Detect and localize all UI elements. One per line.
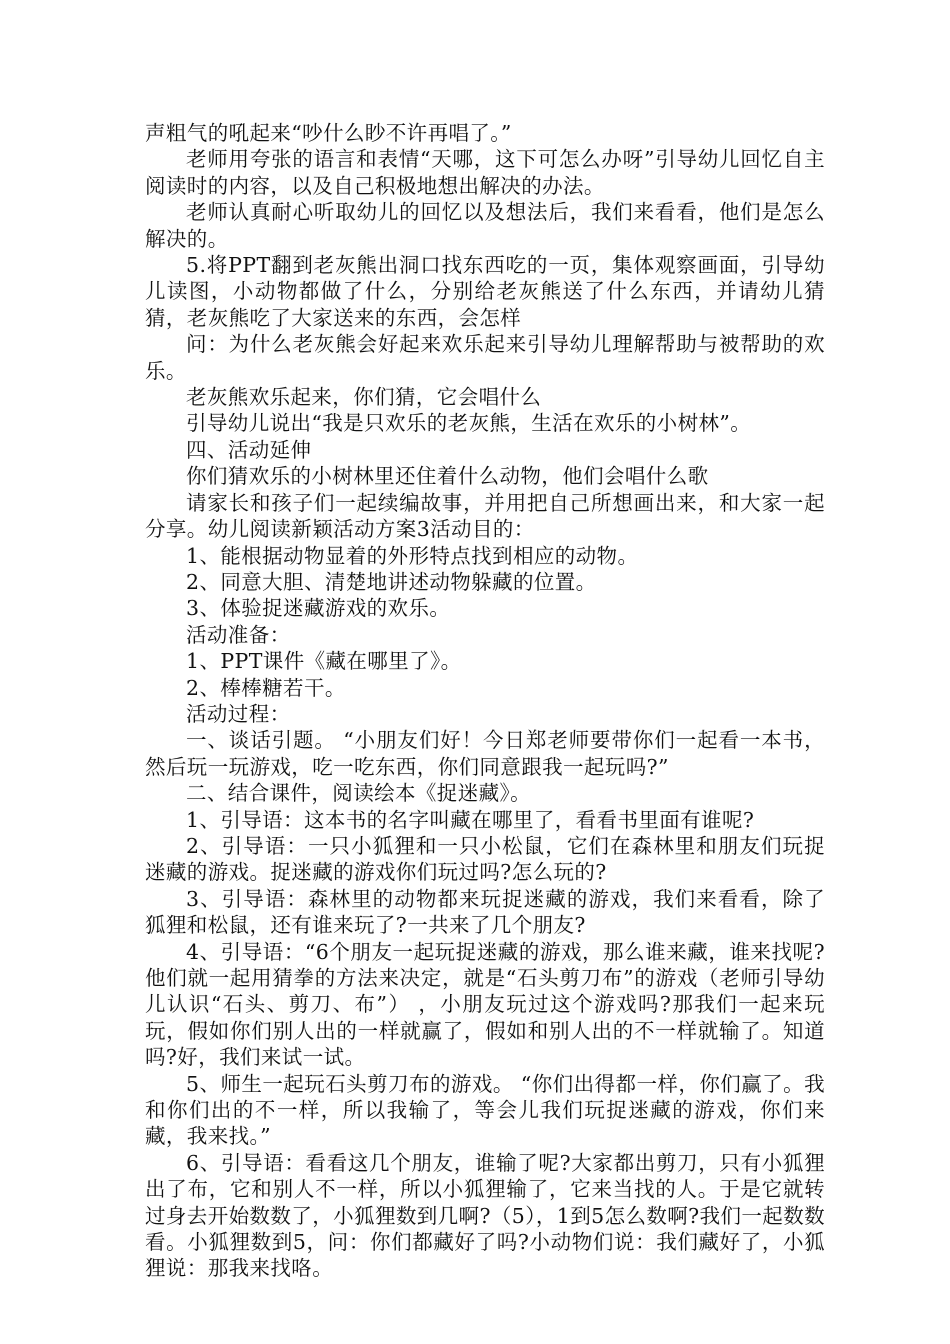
list-item: 1、能根据动物显着的外形特点找到相应的动物。 [186,543,639,568]
section-heading: 四、活动延伸 [186,437,312,462]
paragraph: 老师认真耐心听取幼儿的回忆以及想法后，我们来看看，他们是怎么解决的。 [145,200,825,251]
paragraph: 老灰熊欢乐起来，你们猜，它会唱什么 [186,385,542,410]
list-item: 6、引导语：看看这几个朋友，谁输了呢?大家都出剪刀，只有小狐狸出了布，它和别人不一样，所以小狐狸输了，它来当找的人。于是它就转过身去开始数数了，小狐狸数到几啊?（5），1到5怎么数啊?我们一起数数看。小狐狸数到5，问：你们都藏好了吗?小动物们说：我们藏好了，小狐狸说：那我来找咯。 [145,1150,825,1281]
paragraph: 问：为什么老灰熊会好起来欢乐起来引导幼儿理解帮助与被帮助的欢乐。 [145,332,825,383]
list-item: 5、师生一起玩石头剪刀布的游戏。 “你们出得都一样，你们赢了。我和你们出的不一样，所以我输了，等会儿我们玩捉迷藏的游戏，你们来藏，我来找。” [145,1071,825,1149]
paragraph: 5.将PPT翻到老灰熊出洞口找东西吃的一页，集体观察画面，引导幼儿读图，小动物都做了什么，分别给老灰熊送了什么东西，并请幼儿猜猜，老灰熊吃了大家送来的东西，会怎样 [145,253,825,330]
list-item: 3、引导语：森林里的动物都来玩捉迷藏的游戏，我们来看看，除了狐狸和松鼠，还有谁来玩了?一共来了几个朋友? [145,886,825,938]
section-heading: 活动过程： [186,701,291,726]
list-item: 2、引导语：一只小狐狸和一只小松鼠，它们在森林里和朋友们玩捉迷藏的游戏。捉迷藏的游戏你们玩过吗?怎么玩的? [145,833,825,885]
list-item: 4、引导语：“6个朋友一起玩捉迷藏的游戏，那么谁来藏，谁来找呢?他们就一起用猜拳的方法来决定，就是“石头剪刀布”的游戏（老师引导幼儿认识“石头、剪刀、布”） ，小朋友玩过这个游戏吗?那我们一起来玩玩，假如你们别人出的一样就赢了，假如和别人出的不一样就输了。知道吗?好，我们来试一试。 [145,939,825,1070]
paragraph: 引导幼儿说出“我是只欢乐的老灰熊，生活在欢乐的小树林”。 [186,411,752,436]
paragraph-continuation: 声粗气的吼起来“吵什么眇不许再唱了。” [145,121,512,145]
paragraph: 二、结合课件，阅读绘本《捉迷藏》。 [186,781,532,806]
section-heading: 活动准备： [186,622,291,647]
list-item: 3、体验捉迷藏游戏的欢乐。 [186,596,451,621]
paragraph: 请家长和孩子们一起续编故事，并用把自己所想画出来，和大家一起分享。幼儿阅读新颖活动方案3活动目的： [145,490,825,542]
paragraph: 老师用夸张的语言和表情“天哪，这下可怎么办呀”引导幼儿回忆自主阅读时的内容，以及自己积极地想出解决的办法。 [145,147,825,198]
document-page [145,120,825,1282]
list-item: 1、引导语：这本书的名字叫藏在哪里了，看看书里面有谁呢? [186,807,755,832]
list-item: 2、棒棒糖若干。 [186,675,346,700]
paragraph: 你们猜欢乐的小树林里还住着什么动物，他们会唱什么歌 [186,464,709,489]
paragraph: 一、谈话引题。 “小朋友们好！今日郑老师要带你们一起看一本书，然后玩一玩游戏，吃一吃东西，你们同意跟我一起玩吗?” [145,728,825,779]
list-item: 2、同意大胆、清楚地讲述动物躲藏的位置。 [186,569,597,594]
list-item: 1、PPT课件《藏在哪里了》。 [186,649,462,674]
